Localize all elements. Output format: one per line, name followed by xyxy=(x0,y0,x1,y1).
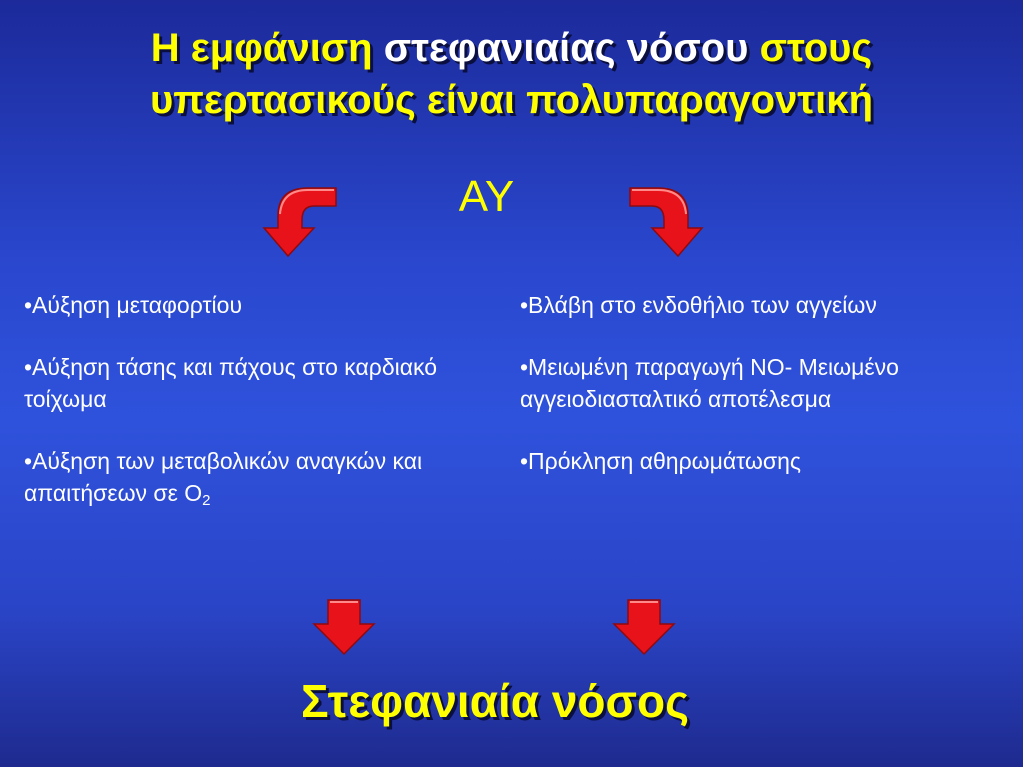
slide-title xyxy=(0,22,1023,126)
curved-arrow-right-icon xyxy=(626,184,706,264)
right-factor-list xyxy=(520,289,1015,507)
down-arrow-right-icon xyxy=(612,598,676,656)
right-item-2 xyxy=(520,351,1015,415)
left-item-2 xyxy=(24,351,484,415)
title-line-2: υπερτασικούς είναι πολυπαραγοντική xyxy=(149,78,874,122)
left-item-3-text: •Αύξηση των μεταβολικών αναγκών και απαιτήσεων σε Ο xyxy=(24,448,423,506)
right-item-1-text: •Βλάβη στο ενδοθήλιο των αγγείων xyxy=(520,292,877,318)
right-item-2-text: •Μειωμένη παραγωγή ΝΟ- Μειωμένο αγγειοδιασταλτικό αποτέλεσμα xyxy=(520,354,899,412)
conclusion-heading: Στεφανιαία νόσος xyxy=(300,675,689,727)
down-arrow-left-icon xyxy=(312,598,376,656)
center-label-ay: ΑΥ xyxy=(458,172,515,221)
right-item-3-text: •Πρόκληση αθηρωμάτωσης xyxy=(520,448,801,474)
title-part-3: στους xyxy=(759,26,873,70)
right-item-3 xyxy=(520,445,1015,477)
title-part-1: Η εμφάνιση xyxy=(150,26,373,70)
left-factor-list xyxy=(24,289,484,539)
title-part-2: στεφανιαίας νόσου xyxy=(383,26,749,70)
left-item-1 xyxy=(24,289,484,321)
left-item-1-text: •Αύξηση μεταφορτίου xyxy=(24,292,243,318)
right-item-1 xyxy=(520,289,1015,321)
curved-arrow-left-icon xyxy=(262,184,342,264)
title-line-1 xyxy=(0,22,1023,74)
left-item-2-text: •Αύξηση τάσης και πάχους στο καρδιακό τοίχωμα xyxy=(24,354,438,412)
left-item-3 xyxy=(24,445,484,509)
oxygen-subscript: 2 xyxy=(202,492,211,509)
